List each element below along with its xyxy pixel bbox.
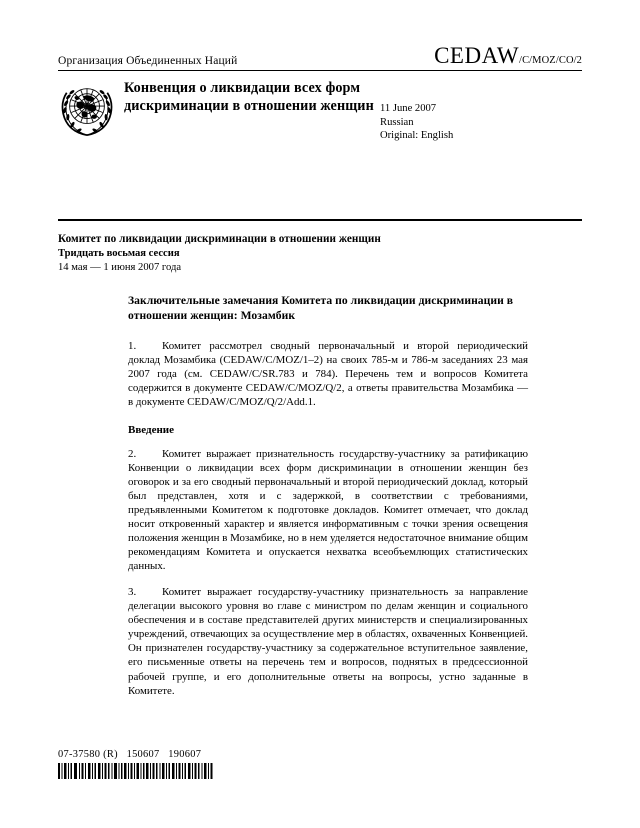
masthead-body-row bbox=[58, 71, 582, 143]
paragraph-2 bbox=[128, 447, 528, 573]
section-heading-introduction: Введение bbox=[128, 423, 175, 436]
paragraph-text: Комитет выражает государству-участнику признательность за направление делегации высокого уровня во главе с министром по делам женщин и социального обеспечения и в составе представителей других министерств и специализированных учреждений, отвечающих за осуществление мер в областях, охваченных Конвенцией. Он признателен государству-участнику за содержательное вступительное заявление, его письменные ответы на перечень тем и вопросов, поднятых в предсессионной рабочей группе, и его дополнительные ответы на вопросы, устно заданные в Комитете. bbox=[128, 586, 528, 697]
masthead-top-row bbox=[58, 44, 582, 70]
document-job-number: 07-37580 (R) 150607 190607 bbox=[58, 749, 202, 760]
paragraph-number: 2. bbox=[128, 447, 137, 460]
barcode-icon bbox=[58, 763, 218, 779]
paragraph-number: 1. bbox=[128, 339, 137, 352]
paragraph-text: Комитет рассмотрел сводный первоначальный и второй периодический доклад Мозамбика (CEDAW/C/MOZ/1–2) на своих 785-м и 786-м заседаниях 23 мая 2007 года (см. CEDAW/C/SR.783 и 784). Перечень тем и вопросов Комитета содержится в документе CEDAW/C/MOZ/Q/2, а ответы правительства Мозамбика — в документе CEDAW/C/MOZ/Q/2/Add.1. bbox=[128, 339, 528, 408]
convention-title: Конвенция о ликвидации всех форм дискриминации в отношении женщин bbox=[124, 80, 374, 114]
committee-name: Комитет по ликвидации дискриминации в отношении женщин bbox=[58, 233, 381, 245]
paragraph-3 bbox=[128, 585, 528, 697]
paragraph-1 bbox=[128, 339, 528, 409]
document-symbol bbox=[434, 44, 582, 68]
masthead bbox=[58, 44, 582, 143]
document-language: Russian bbox=[380, 116, 414, 128]
paragraph-text: Комитет выражает признательность государству-участнику за ратификацию Конвенции о ликвидации всех форм дискриминации в отношении женщин без оговорок и за его сводный первоначальный и второй периодический доклад, который был представлен, хотя и с задержкой, в соответствии с требованиями, предъявленными Комитетом к подготовке докладов. Комитет отмечает, что доклад носит откровенный характер и является информативным с точки зрения освещения положения женщин в Мозамбике, но в нем уделяется недостаточное внимание общим рекомендациям Комитета и опускается нехватка всеобъемлющих статистических данных. bbox=[128, 447, 528, 573]
document-symbol-main: CEDAW bbox=[434, 43, 520, 68]
un-emblem-icon bbox=[58, 80, 116, 138]
session-dates: 14 мая — 1 июня 2007 года bbox=[58, 262, 182, 274]
document-meta bbox=[380, 78, 453, 143]
organization-name: Организация Объединенных Наций bbox=[58, 55, 238, 67]
document-date: 11 June 2007 bbox=[380, 103, 437, 114]
document-symbol-suffix: /C/MOZ/CO/2 bbox=[519, 55, 582, 66]
header-section-divider bbox=[58, 219, 582, 221]
document-original-language: Original: English bbox=[380, 130, 454, 142]
footer bbox=[58, 748, 582, 779]
committee-block bbox=[58, 232, 438, 275]
session-number: Тридцать восьмая сессия bbox=[58, 248, 180, 260]
paragraph-number: 3. bbox=[128, 586, 137, 599]
main-content bbox=[128, 294, 528, 710]
page-title: Заключительные замечания Комитета по ликвидации дискриминации в отношении женщин: Мозамбик bbox=[128, 294, 514, 322]
